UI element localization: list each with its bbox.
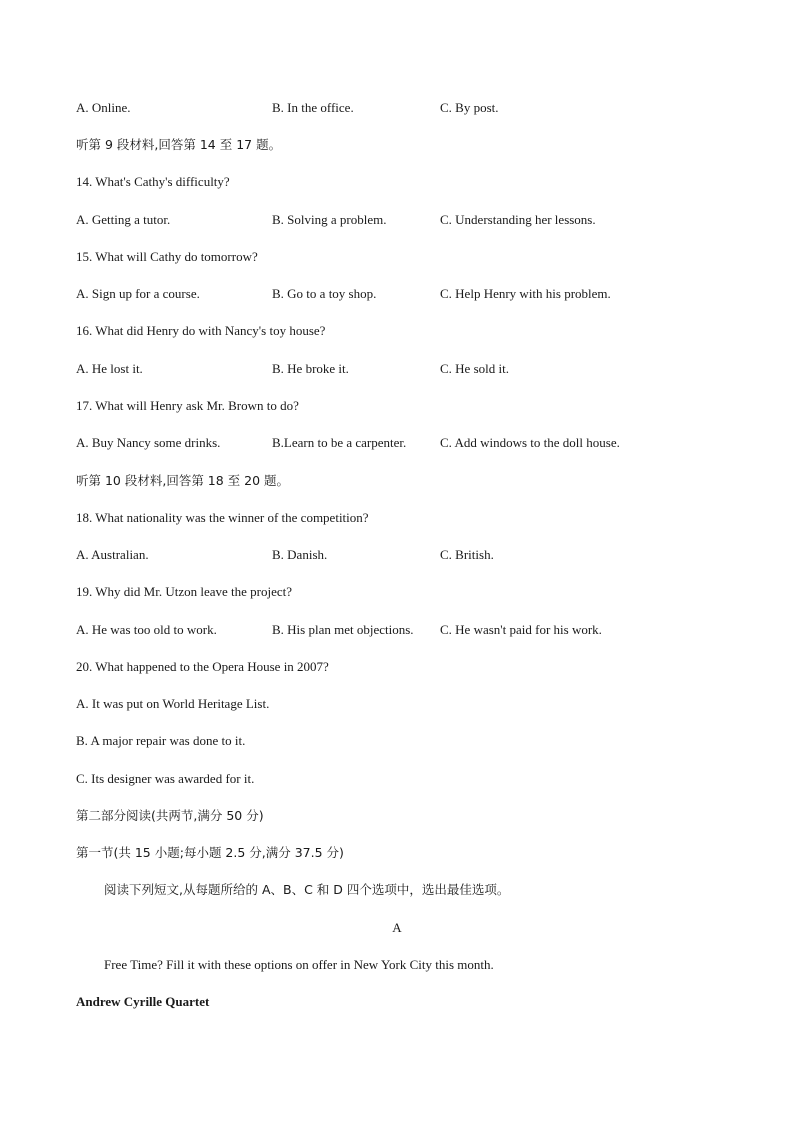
q19-option-c: C. He wasn't paid for his work. bbox=[440, 622, 602, 637]
q14-options bbox=[76, 212, 716, 228]
q16-options bbox=[76, 361, 716, 377]
q16-option-b: B. He broke it. bbox=[272, 361, 349, 376]
q15-option-a: A. Sign up for a course. bbox=[76, 286, 200, 301]
passage-letter: A bbox=[392, 920, 402, 935]
q13-option-b: B. In the office. bbox=[272, 100, 354, 115]
part2-title: 第二部分阅读(共两节,满分 50 分) bbox=[76, 808, 264, 823]
q18-option-b: B. Danish. bbox=[272, 547, 328, 562]
q17-option-b: B.Learn to be a carpenter. bbox=[272, 435, 407, 450]
section10-heading: 听第 10 段材料,回答第 18 至 20 题。 bbox=[76, 473, 290, 488]
q13-options bbox=[76, 100, 716, 116]
q18-option-a: A. Australian. bbox=[76, 547, 149, 562]
q17-options bbox=[76, 435, 716, 451]
q14-option-b: B. Solving a problem. bbox=[272, 212, 387, 227]
q18-option-c: C. British. bbox=[440, 547, 494, 562]
q16-option-c: C. He sold it. bbox=[440, 361, 509, 376]
q19-options bbox=[76, 622, 716, 638]
section1-title: 第一节(共 15 小题;每小题 2.5 分,满分 37.5 分) bbox=[76, 845, 344, 860]
q18-options bbox=[76, 547, 716, 563]
q14-option-c: C. Understanding her lessons. bbox=[440, 212, 596, 227]
q19-option-b: B. His plan met objections. bbox=[272, 622, 414, 637]
event-heading: Andrew Cyrille Quartet bbox=[76, 994, 210, 1009]
passage-intro: Free Time? Fill it with these options on offer in New York City this month. bbox=[104, 957, 494, 972]
q15-options bbox=[76, 286, 716, 302]
q14-question: 14. What's Cathy's difficulty? bbox=[76, 174, 230, 189]
q19-question: 19. Why did Mr. Utzon leave the project? bbox=[76, 584, 293, 599]
q13-option-a: A. Online. bbox=[76, 100, 131, 115]
q18-question: 18. What nationality was the winner of the competition? bbox=[76, 510, 369, 525]
q16-option-a: A. He lost it. bbox=[76, 361, 143, 376]
q20-option-c: C. Its designer was awarded for it. bbox=[76, 771, 255, 786]
q14-option-a: A. Getting a tutor. bbox=[76, 212, 171, 227]
q20-option-b: B. A major repair was done to it. bbox=[76, 733, 246, 748]
q13-option-c: C. By post. bbox=[440, 100, 499, 115]
q17-option-c: C. Add windows to the doll house. bbox=[440, 435, 620, 450]
q15-option-b: B. Go to a toy shop. bbox=[272, 286, 377, 301]
q17-option-a: A. Buy Nancy some drinks. bbox=[76, 435, 221, 450]
q19-option-a: A. He was too old to work. bbox=[76, 622, 217, 637]
q17-question: 17. What will Henry ask Mr. Brown to do? bbox=[76, 398, 299, 413]
q15-question: 15. What will Cathy do tomorrow? bbox=[76, 249, 258, 264]
q15-option-c: C. Help Henry with his problem. bbox=[440, 286, 611, 301]
q16-question: 16. What did Henry do with Nancy's toy house? bbox=[76, 323, 326, 338]
q20-question: 20. What happened to the Opera House in 2007? bbox=[76, 659, 329, 674]
q20-option-a: A. It was put on World Heritage List. bbox=[76, 696, 270, 711]
reading-instruction: 阅读下列短文,从每题所给的 A、B、C 和 D 四个选项中，选出最佳选项。 bbox=[104, 882, 510, 897]
section9-heading: 听第 9 段材料,回答第 14 至 17 题。 bbox=[76, 137, 282, 152]
